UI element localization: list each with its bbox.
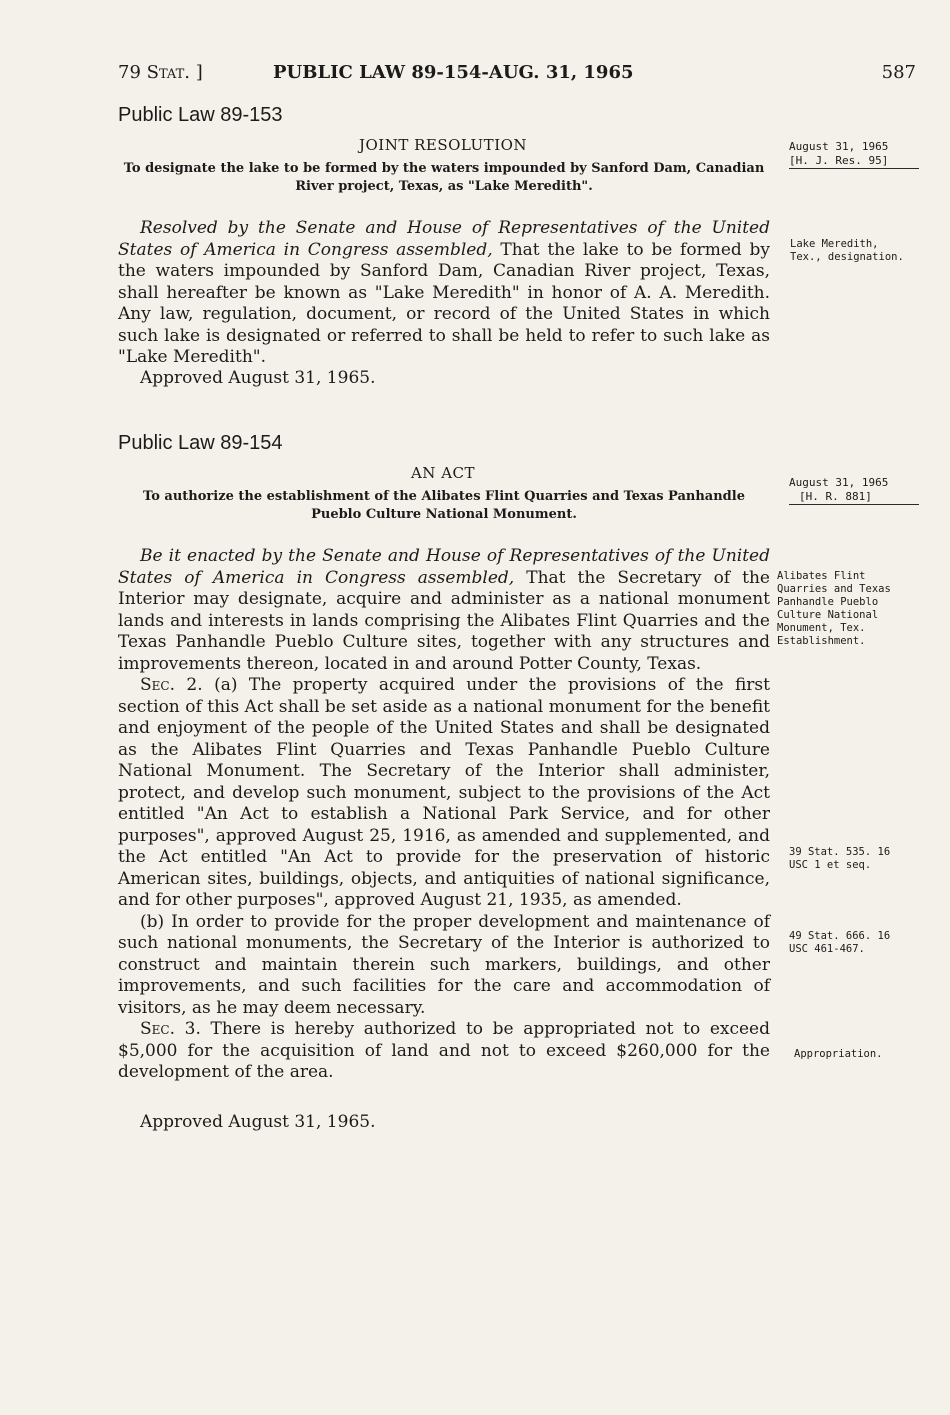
- law2-sec2-label: Sec. 2.: [140, 675, 203, 695]
- law1-citation-bill: [H. J. Res. 95]: [789, 154, 919, 169]
- law2-margin-note-cite1: 39 Stat. 535. 16 USC 1 et seq.: [789, 846, 891, 871]
- law1-margin-note: Lake Meredith, Tex., designation.: [790, 238, 904, 263]
- law2-enacting-clause: Be it enacted by the Senate and House of Representatives of the United States of America in Congress assembled,: [118, 546, 770, 588]
- law2-sec2b-paragraph: (b) In order to provide for the proper development and maintenance of such national monuments, the Secretary of the Interior is authorized to construct and maintain therein such markers, buildings, and other improvements, and such facilities for the care and accommodation of visitors, as he may deem necessary.: [118, 911, 770, 1018]
- law1-citation: [789, 140, 919, 169]
- law1-paragraph: [118, 218, 770, 369]
- page-number: 587: [881, 62, 916, 83]
- law1-text: That the lake to be formed by the waters impounded by Sanford Dam, Canadian River project, Texas, shall hereafter be known as "Lake Meredith" in honor of A. A. Meredith. Any law, regulation, document, or record of the United States in which such lake is designated or referred to shall be held to refer to such lake as "Lake Meredith".: [118, 239, 770, 367]
- law1-citation-date: August 31, 1965: [789, 140, 889, 153]
- law2-approved: Approved August 31, 1965.: [140, 1112, 376, 1132]
- law1-act-type: JOINT RESOLUTION: [358, 136, 528, 154]
- law1-enacting-clause: Resolved by the Senate and House of Representatives of the United States of America in Congress assembled,: [118, 218, 770, 260]
- law2-margin-note-cite2: 49 Stat. 666. 16 USC 461-467.: [789, 930, 891, 955]
- stat-volume: 79 Stat. ]: [118, 62, 203, 83]
- law2-citation-bill: [H. R. 881]: [789, 490, 919, 505]
- law2-heading: Public Law 89-154: [118, 432, 283, 454]
- law2-sec1-text: That the Secretary of the Interior may designate, acquire and administer as a national monument lands and interests in lands comprising the Alibates Flint Quarries and the Texas Panhandle Pueblo Culture sites, together with any structures and improvements thereon, located in and around Potter County, Texas.: [118, 567, 770, 674]
- law2-sec1-paragraph: [118, 546, 770, 675]
- law1-body: [118, 218, 770, 369]
- law2-sec3-paragraph: [118, 1019, 770, 1084]
- law1-approved: Approved August 31, 1965.: [140, 368, 376, 388]
- law2-sec3-text: There is hereby authorized to be appropriated not to exceed $5,000 for the acquisition of land and not to exceed $260,000 for the development of the area.: [118, 1019, 770, 1082]
- law2-sec2a-paragraph: [118, 675, 770, 912]
- law1-purpose: To designate the lake to be formed by the waters impounded by Sanford Dam, Canadian River project, Texas, as "Lake Meredith".: [123, 161, 765, 194]
- law2-purpose: To authorize the establishment of the Alibates Flint Quarries and Texas Panhandle Pueblo Culture National Monument.: [143, 489, 745, 522]
- law2-citation: [789, 476, 919, 505]
- law2-citation-date: August 31, 1965: [789, 476, 889, 489]
- header-title: PUBLIC LAW 89-154-AUG. 31, 1965: [273, 62, 634, 83]
- law2-margin-note-appropriation: Appropriation.: [794, 1048, 883, 1060]
- law2-body: [118, 546, 770, 1084]
- law2-sec2a-text: (a) The property acquired under the provisions of the first section of this Act shall be set aside as a national monument for the benefit and enjoyment of the people of the United States and shall be designated as the Alibates Flint Quarries and Texas Panhandle Pueblo Culture National Monument. The Secretary of the Interior shall administer, protect, and develop such monument, subject to the provisions of the Act entitled "An Act to establish a National Park Service, and for other purposes", approved August 25, 1916, as amended and supplemented, and the Act entitled "An Act to provide for the preservation of historic American sites, buildings, objects, and antiquities of national significance, and for other purposes", approved August 21, 1935, as amended.: [118, 675, 770, 910]
- law2-act-type: AN ACT: [410, 464, 476, 482]
- law1-heading: Public Law 89-153: [118, 104, 283, 126]
- running-header: [118, 62, 918, 88]
- law2-sec3-label: Sec. 3.: [140, 1019, 201, 1039]
- law2-margin-note-monument: Alibates Flint Quarries and Texas Panhandle Pueblo Culture National Monument, Tex. Establishment.: [777, 570, 891, 647]
